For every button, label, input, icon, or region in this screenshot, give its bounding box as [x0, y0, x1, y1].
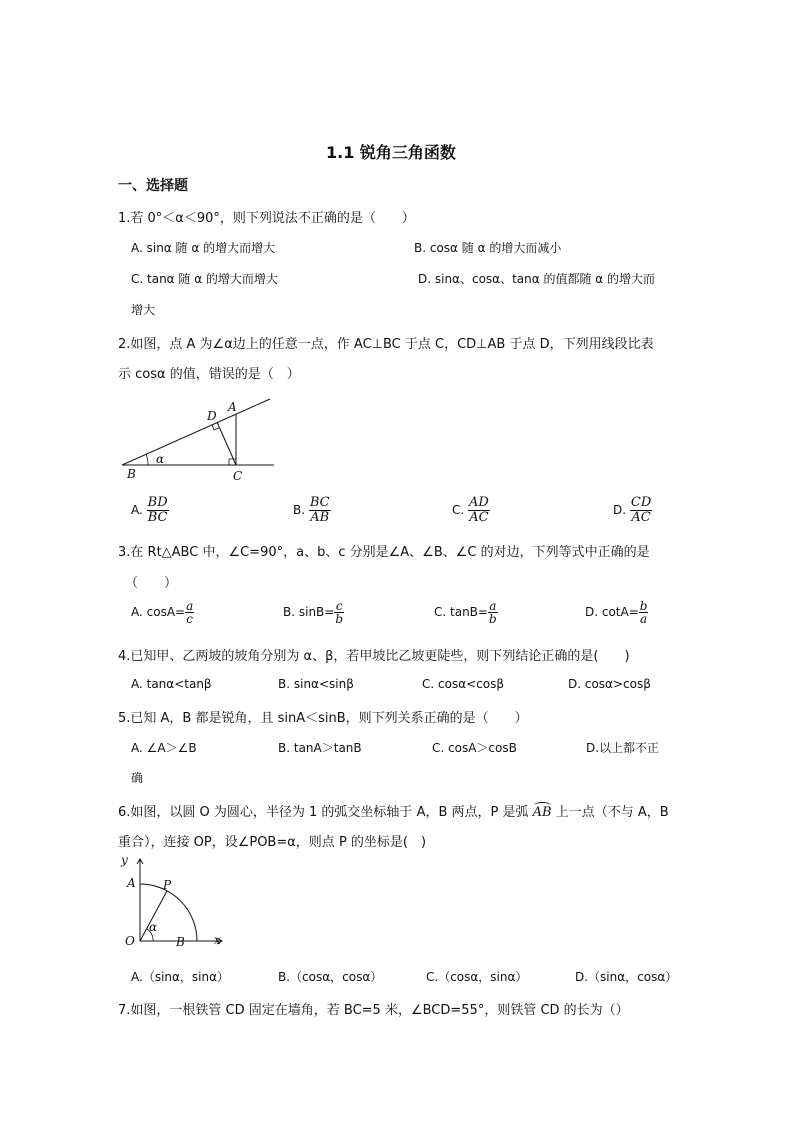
option-label: A. — [131, 503, 143, 517]
denominator: AB — [310, 510, 330, 525]
option-a — [131, 600, 194, 625]
angle-arc — [146, 454, 148, 465]
option-d: D. sinα、cosα、tanα 的值都随 α 的增大而 — [418, 272, 656, 286]
numerator: BD — [147, 495, 168, 510]
option-a: A. sinα 随 α 的增大而增大 — [131, 241, 276, 255]
fraction — [185, 600, 194, 625]
segment-cd — [217, 422, 236, 465]
question-stem-line2: （ ） — [125, 576, 178, 591]
numerator: c — [335, 599, 343, 613]
question-stem-line1: 3.在 Rt△ABC 中，∠C=90°，a、b、c 分别是∠A、∠B、∠C 的对边，下列等式中正确的是 — [118, 545, 650, 560]
option-c: C. cosA＞cosB — [432, 741, 517, 755]
option-label: D. — [613, 503, 627, 517]
option-b: B. sinα<sinβ — [278, 677, 354, 691]
question-stem: 1.若 0°＜α＜90°，则下列说法不正确的是（ ） — [118, 211, 415, 226]
quarter-circle-figure — [118, 851, 228, 951]
label-y: y — [121, 853, 128, 867]
denominator: a — [640, 612, 648, 626]
option-a: A.（sinα，sinα） — [131, 970, 230, 984]
denominator: c — [186, 612, 194, 626]
fraction — [639, 600, 649, 625]
option-c — [452, 496, 490, 525]
label-a: A — [228, 400, 237, 414]
numerator: b — [639, 599, 648, 613]
numerator: BC — [309, 495, 330, 510]
question-stem: 7.如图，一根铁管 CD 固定在墙角，若 BC=5 米，∠BCD=55°，则铁管 CD 的长为（） — [118, 1003, 629, 1018]
denominator: b — [335, 612, 344, 626]
option-label: C. — [452, 503, 465, 517]
option-d: D.（sinα，cosα） — [575, 970, 678, 984]
denominator: BC — [147, 510, 168, 525]
option-c: C. cosα<cosβ — [422, 677, 505, 691]
option-label: D. cotA= — [585, 605, 639, 619]
question-stem-line2: 重合），连接 OP，设∠POB=α，则点 P 的坐标是( ) — [118, 835, 427, 850]
option-a — [131, 496, 169, 525]
ray-line — [122, 399, 270, 465]
label-x: x — [214, 933, 221, 947]
option-b — [283, 600, 344, 625]
option-d-continued: 确 — [131, 771, 144, 785]
option-b: B. tanA＞tanB — [278, 741, 362, 755]
numerator: AD — [469, 495, 489, 510]
option-b: B.（cosα，cosα） — [278, 970, 383, 984]
option-label: C. tanB= — [434, 605, 488, 619]
fraction — [147, 496, 169, 525]
label-o: O — [125, 934, 135, 948]
label-d: D — [207, 409, 217, 423]
denominator: AC — [631, 510, 651, 525]
label-b: B — [127, 467, 136, 481]
label-a: A — [127, 876, 136, 890]
fraction — [309, 496, 331, 525]
option-a: A. tanα<tanβ — [131, 677, 212, 691]
question-stem-line1: 2.如图，点 A 为∠α边上的任意一点，作 AC⊥BC 于点 C，CD⊥AB 于点 D，下列用线段比表 — [118, 337, 654, 352]
option-d-continued: 增大 — [131, 303, 156, 317]
option-c — [434, 600, 498, 625]
arc-mark — [534, 802, 551, 808]
option-b: B. cosα 随 α 的增大而减小 — [414, 241, 562, 255]
label-p: P — [163, 878, 172, 892]
option-label: A. cosA= — [131, 605, 186, 619]
question-stem-line1 — [118, 801, 669, 820]
label-b: B — [176, 935, 185, 949]
option-d: D. cosα>cosβ — [568, 677, 651, 691]
numerator: a — [186, 599, 194, 613]
question-stem: 5.已知 A，B 都是锐角，且 sinA＜sinB，则下列关系正确的是（ ） — [118, 711, 528, 726]
stem-text: 6.如图，以圆 O 为圆心，半径为 1 的弧交坐标轴于 A，B 两点，P 是弧 — [118, 805, 529, 820]
numerator: a — [489, 599, 497, 613]
option-d — [613, 496, 652, 525]
arc-text: AB — [532, 805, 552, 820]
option-a: A. ∠A＞∠B — [131, 741, 197, 755]
option-d — [585, 600, 648, 625]
fraction — [468, 496, 490, 525]
option-d: D.以上都不正 — [586, 741, 660, 755]
stem-text: 上一点（不与 A，B — [555, 805, 669, 820]
section-heading: 一、选择题 — [118, 178, 188, 194]
option-b — [293, 496, 331, 525]
option-label: B. — [293, 503, 306, 517]
numerator: CD — [630, 495, 652, 510]
fraction — [334, 600, 344, 625]
label-alpha: α — [149, 920, 158, 934]
denominator: b — [488, 612, 497, 626]
fraction — [630, 496, 652, 525]
option-label: B. sinB= — [283, 605, 335, 619]
arc-label — [533, 805, 552, 820]
label-alpha: α — [156, 452, 165, 466]
question-stem-line2: 示 cosα 的值，错误的是（ ） — [118, 367, 300, 382]
triangle-figure — [118, 392, 283, 484]
page-title: 1.1 锐角三角函数 — [326, 143, 456, 162]
right-angle-d — [212, 425, 219, 430]
option-c: C. tanα 随 α 的增大而增大 — [131, 272, 278, 286]
denominator: AC — [469, 510, 489, 525]
option-c: C.（cosα，sinα） — [426, 970, 528, 984]
question-stem: 4.已知甲、乙两坡的坡角分别为 α、β，若甲坡比乙坡更陡些，则下列结论正确的是( ) — [118, 649, 630, 664]
label-c: C — [233, 469, 243, 483]
fraction — [488, 600, 498, 625]
